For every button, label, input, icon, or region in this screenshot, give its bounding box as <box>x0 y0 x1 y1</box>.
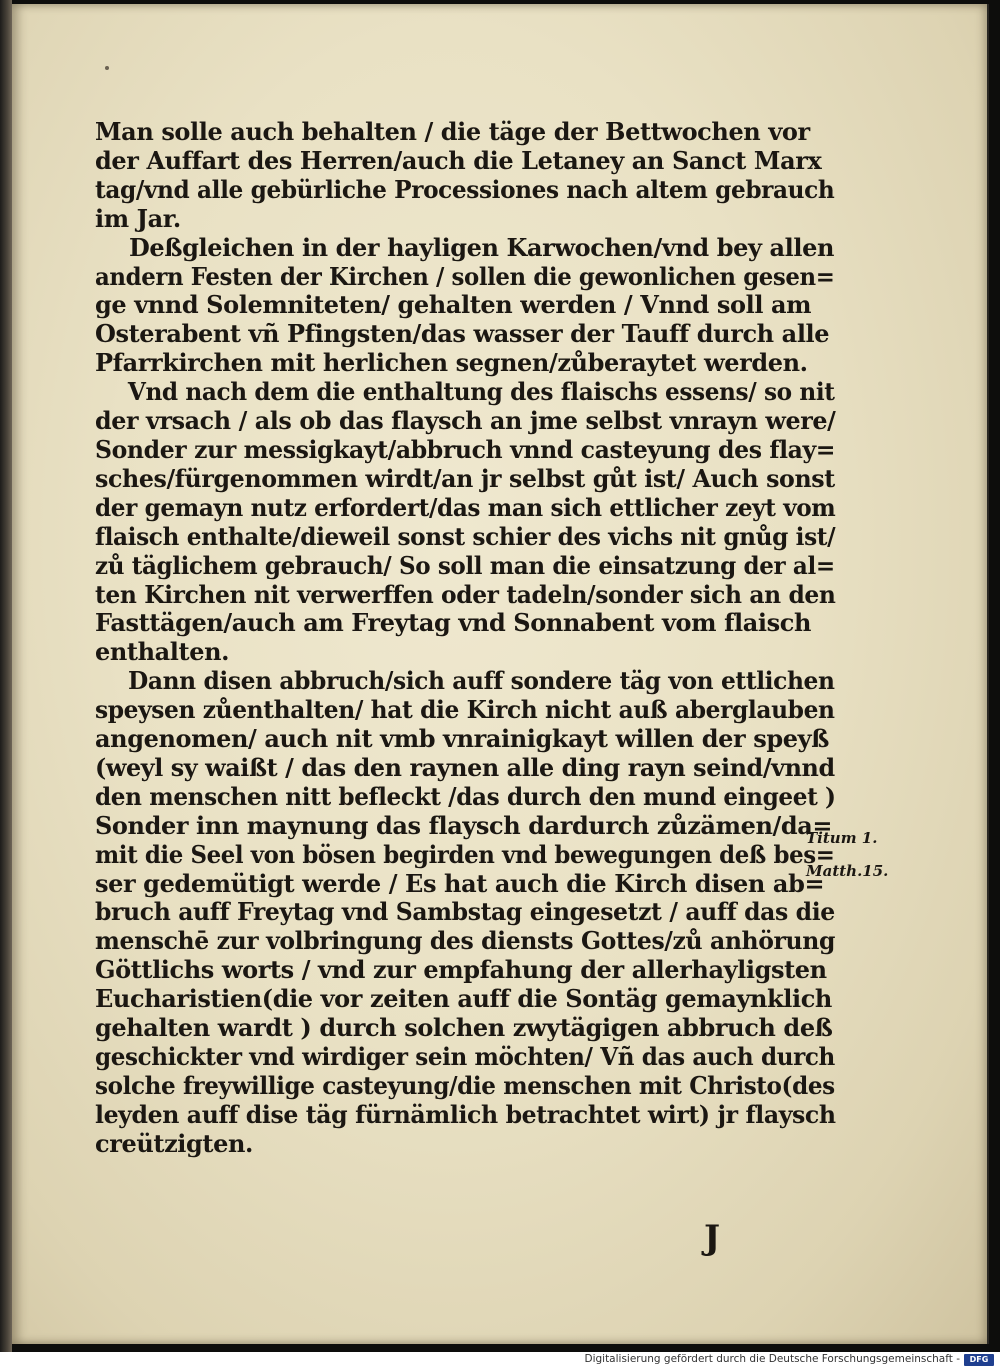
text-line: Pfarrkirchen mit herlichen segnen/zůberaytet werden. <box>95 348 808 378</box>
text-line: speysen zůenthalten/ hat die Kirch nicht auß aberglauben <box>95 695 835 725</box>
text-line: Sonder zur messigkayt/abbruch vnnd casteyung des flay= <box>95 434 836 464</box>
text-line: mit die Seel von bösen begirden vnd bewegungen deß bes= <box>95 839 835 869</box>
text-line: bruch auff Freytag vnd Sambstag eingesetzt / auff das die <box>95 897 835 927</box>
text-line: tag/vnd alle gebürliche Processiones nach altem gebrauch <box>95 174 835 204</box>
text-line: zů täglichem gebrauch/ So soll man die einsatzung der al= <box>95 550 835 580</box>
page-body-text <box>95 118 835 1159</box>
text-line: Deßgleichen in der hayligen Karwochen/vnd bey allen <box>129 232 835 262</box>
text-line: Fasttägen/auch am Freytag vnd Sonnabent vom flaisch <box>95 608 811 638</box>
text-line: creützigten. <box>95 1128 253 1158</box>
margin-note-titus: Titum 1. <box>806 829 878 847</box>
text-line: Göttlichs worts / vnd zur empfahung der allerhayligsten <box>95 955 827 985</box>
text-line: enthalten. <box>95 637 230 667</box>
text-line: der vrsach / als ob das flaysch an jme selbst vnrayn were/ <box>95 406 836 436</box>
text-line: Osterabent vñ Pfingsten/das wasser der Tauff durch alle <box>95 319 830 349</box>
text-line: der Auffart des Herren/auch die Letaney an Sanct Marx <box>95 145 822 175</box>
text-line: Vnd nach dem die enthaltung des flaischs essens/ so nit <box>127 377 835 407</box>
text-line: ser gedemütigt werde / Es hat auch die Kirch disen ab= <box>95 868 825 898</box>
text-line: flaisch enthalte/dieweil sonst schier des vichs nit gnůg ist/ <box>95 521 836 551</box>
ink-speck <box>105 66 109 70</box>
footer-bar <box>0 1352 1000 1369</box>
text-line: andern Festen der Kirchen / sollen die gewonlichen gesen= <box>95 261 835 291</box>
text-line: solche freywillige casteyung/die menschen mit Christo(des <box>95 1070 835 1100</box>
text-line: (weyl sy waißt / das den raynen alle ding rayn seind/vnnd <box>95 752 835 782</box>
text-line: der gemayn nutz erfordert/das man sich ettlicher zeyt vom <box>95 492 836 522</box>
book-edge <box>0 0 12 1352</box>
signature-mark: J <box>704 1218 721 1258</box>
text-line: Man solle auch behalten / die täge der Bettwochen vor <box>95 117 810 146</box>
text-line: den menschen nitt befleckt /das durch den mund eingeet ) <box>95 781 836 811</box>
text-line: menschē zur volbringung des diensts Gottes/zů anhörung <box>95 926 836 956</box>
text-line: Dann disen abbruch/sich auff sondere täg von ettlichen <box>128 666 835 696</box>
footer-credit: Digitalisierung gefördert durch die Deutsche Forschungsgemeinschaft - <box>584 1353 960 1365</box>
text-line: Eucharistien(die vor zeiten auff die Sontäg gemaynklich <box>95 984 832 1014</box>
text-line: angenomen/ auch nit vmb vnrainigkayt willen der speyß <box>95 724 829 754</box>
text-line: geschickter vnd wirdiger sein möchten/ Vñ das auch durch <box>95 1042 835 1071</box>
text-line: im Jar. <box>95 203 181 233</box>
text-line: gehalten wardt ) durch solchen zwytägigen abbruch deß <box>95 1013 833 1043</box>
text-line: sches/fürgenommen wirdt/an jr selbst gůt ist/ Auch sonst <box>95 463 835 493</box>
text-line: ge vnnd Solemniteten/ gehalten werden / Vnnd soll am <box>95 290 812 320</box>
margin-note-matthew: Matth.15. <box>806 862 889 880</box>
text-line: ten Kirchen nit verwerffen oder tadeln/sonder sich an den <box>95 579 836 609</box>
dfg-logo: DFG <box>964 1354 994 1366</box>
text-line: leyden auff dise täg fürnämlich betrachtet wirt) jr flaysch <box>95 1099 836 1129</box>
text-line: Sonder inn maynung das flaysch dardurch zůzämen/da= <box>95 810 833 840</box>
margin-notes <box>806 822 888 888</box>
